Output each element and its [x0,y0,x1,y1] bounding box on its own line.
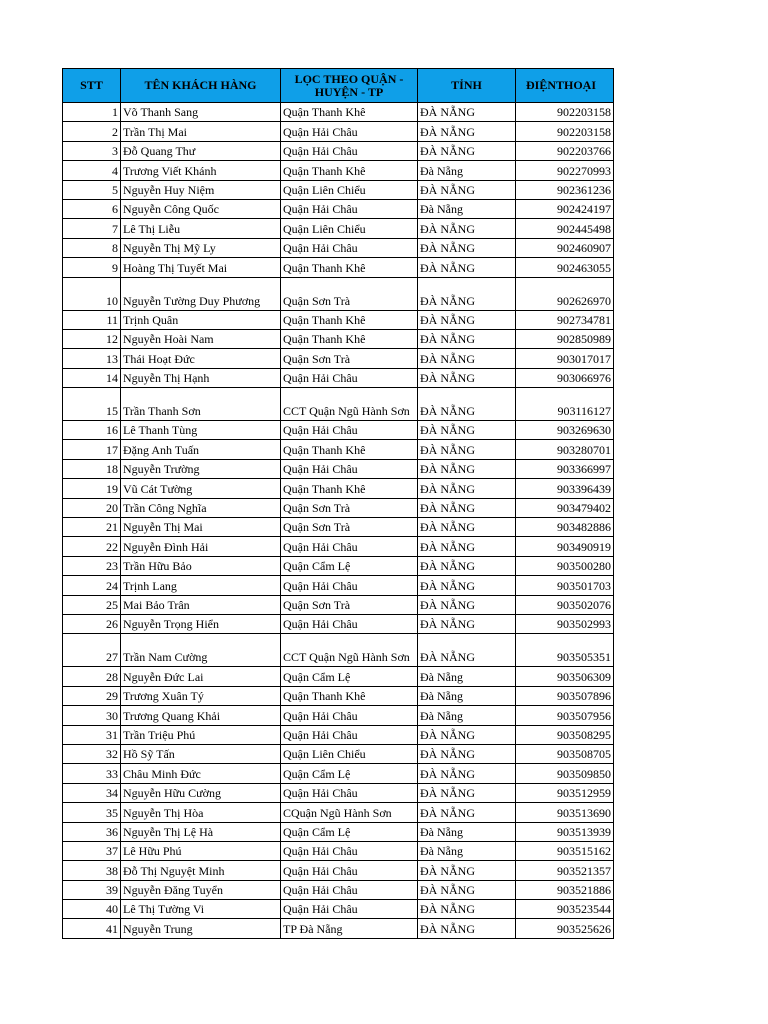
row-stt: 25 [63,595,121,614]
row-stt: 39 [63,880,121,899]
row-stt: 8 [63,238,121,257]
table-row [63,518,614,537]
row-stt: 20 [63,498,121,517]
row-district: Quận Sơn Trà [281,349,418,368]
row-province: ĐÀ NẴNG [418,744,516,763]
table-row [63,459,614,478]
row-phone: 903508705 [516,744,614,763]
row-province: ĐÀ NẴNG [418,880,516,899]
table-row [63,219,614,238]
row-district: Quận Thanh Khê [281,440,418,459]
row-phone: 902445498 [516,219,614,238]
row-phone: 902626970 [516,277,614,310]
table-row [63,841,614,860]
row-customer-name: Nguyễn Huy Niệm [121,180,281,199]
row-district: Quận Hải Châu [281,459,418,478]
row-stt: 9 [63,258,121,277]
row-phone: 903525626 [516,919,614,938]
header-province: TỈNH [418,69,516,103]
row-phone: 903523544 [516,900,614,919]
row-phone: 902460907 [516,238,614,257]
row-stt: 41 [63,919,121,938]
row-stt: 4 [63,161,121,180]
table-body [63,103,614,939]
row-stt: 33 [63,764,121,783]
table-row [63,576,614,595]
row-stt: 32 [63,744,121,763]
row-stt: 12 [63,329,121,348]
row-customer-name: Hoàng Thị Tuyết Mai [121,258,281,277]
row-customer-name: Đỗ Quang Thư [121,141,281,160]
row-stt: 24 [63,576,121,595]
row-province: Đà Nẵng [418,706,516,725]
row-stt: 5 [63,180,121,199]
row-province: ĐÀ NẴNG [418,518,516,537]
row-phone: 903502076 [516,595,614,614]
table-row [63,634,614,667]
row-stt: 37 [63,841,121,860]
row-customer-name: Lê Thị Liễu [121,219,281,238]
row-district: Quận Thanh Khê [281,310,418,329]
row-customer-name: Nguyễn Trường [121,459,281,478]
row-stt: 13 [63,349,121,368]
table-row [63,880,614,899]
table-row [63,258,614,277]
row-customer-name: Trần Công Nghĩa [121,498,281,517]
row-phone: 903513690 [516,803,614,822]
row-phone: 903515162 [516,841,614,860]
row-stt: 29 [63,686,121,705]
table-row [63,238,614,257]
header-stt: STT [63,69,121,103]
row-district: Quận Sơn Trà [281,518,418,537]
row-district: Quận Thanh Khê [281,686,418,705]
row-province: ĐÀ NẴNG [418,349,516,368]
row-stt: 22 [63,537,121,556]
row-phone: 903490919 [516,537,614,556]
row-phone: 903366997 [516,459,614,478]
row-district: Quận Hải Châu [281,122,418,141]
row-phone: 903508295 [516,725,614,744]
row-customer-name: Trần Thị Mai [121,122,281,141]
header-row [63,69,614,103]
table-row [63,421,614,440]
table-row [63,479,614,498]
row-phone: 903017017 [516,349,614,368]
row-customer-name: Trịnh Quân [121,310,281,329]
row-province: Đà Nẵng [418,161,516,180]
row-district: Quận Cẩm Lệ [281,822,418,841]
table-row [63,141,614,160]
row-province: ĐÀ NẴNG [418,783,516,802]
row-phone: 903280701 [516,440,614,459]
row-province: ĐÀ NẴNG [418,459,516,478]
row-stt: 27 [63,634,121,667]
row-customer-name: Hồ Sỹ Tấn [121,744,281,763]
row-district: Quận Hải Châu [281,421,418,440]
row-district: Quận Cẩm Lệ [281,667,418,686]
row-district: CQuận Ngũ Hành Sơn [281,803,418,822]
row-phone: 903502993 [516,614,614,633]
row-district: Quận Thanh Khê [281,103,418,122]
row-province: ĐÀ NẴNG [418,219,516,238]
row-province: ĐÀ NẴNG [418,310,516,329]
table-row [63,861,614,880]
row-district: Quận Hải Châu [281,141,418,160]
row-stt: 30 [63,706,121,725]
row-province: ĐÀ NẴNG [418,576,516,595]
row-stt: 11 [63,310,121,329]
row-phone: 902734781 [516,310,614,329]
row-district: Quận Hải Châu [281,576,418,595]
row-stt: 28 [63,667,121,686]
table-row [63,706,614,725]
row-customer-name: Nguyễn Đức Lai [121,667,281,686]
row-district: Quận Sơn Trà [281,595,418,614]
row-phone: 903521886 [516,880,614,899]
row-district: Quận Hải Châu [281,725,418,744]
table-row [63,764,614,783]
row-customer-name: Trương Xuân Tý [121,686,281,705]
row-province: ĐÀ NẴNG [418,498,516,517]
row-district: Quận Hải Châu [281,199,418,218]
row-customer-name: Trần Triệu Phú [121,725,281,744]
table-row [63,919,614,938]
row-customer-name: Trương Viết Khánh [121,161,281,180]
row-customer-name: Trần Hữu Bảo [121,556,281,575]
row-province: ĐÀ NẴNG [418,329,516,348]
row-customer-name: Trần Thanh Sơn [121,388,281,421]
row-stt: 3 [63,141,121,160]
table-row [63,180,614,199]
table-row [63,277,614,310]
row-province: ĐÀ NẴNG [418,277,516,310]
row-customer-name: Mai Bảo Trân [121,595,281,614]
row-phone: 903479402 [516,498,614,517]
row-customer-name: Nguyễn Thị Hạnh [121,368,281,387]
header-customer-name: TÊN KHÁCH HÀNG [121,69,281,103]
row-customer-name: Lê Thị Tường Vi [121,900,281,919]
table-row [63,329,614,348]
row-phone: 902203158 [516,103,614,122]
row-customer-name: Nguyễn Tường Duy Phương [121,277,281,310]
row-customer-name: Nguyễn Trọng Hiển [121,614,281,633]
row-stt: 35 [63,803,121,822]
row-district: Quận Liên Chiểu [281,744,418,763]
customer-table [62,68,614,939]
table-header [63,69,614,103]
row-stt: 17 [63,440,121,459]
table-row [63,803,614,822]
row-district: Quận Hải Châu [281,238,418,257]
row-stt: 18 [63,459,121,478]
row-province: Đà Nẵng [418,199,516,218]
table-row [63,199,614,218]
row-stt: 23 [63,556,121,575]
row-stt: 38 [63,861,121,880]
row-province: ĐÀ NẴNG [418,180,516,199]
row-province: ĐÀ NẴNG [418,725,516,744]
row-customer-name: Nguyễn Hữu Cường [121,783,281,802]
table-row [63,498,614,517]
row-phone: 903521357 [516,861,614,880]
row-phone: 902203766 [516,141,614,160]
row-customer-name: Võ Thanh Sang [121,103,281,122]
row-phone: 903116127 [516,388,614,421]
table-row [63,744,614,763]
row-province: ĐÀ NẴNG [418,479,516,498]
row-phone: 903509850 [516,764,614,783]
row-phone: 902270993 [516,161,614,180]
row-customer-name: Trần Nam Cường [121,634,281,667]
table-row [63,595,614,614]
row-district: Quận Sơn Trà [281,498,418,517]
row-province: ĐÀ NẴNG [418,764,516,783]
row-customer-name: Trương Quang Khải [121,706,281,725]
row-district: Quận Hải Châu [281,537,418,556]
row-province: ĐÀ NẴNG [418,122,516,141]
table-row [63,556,614,575]
table-row [63,122,614,141]
row-district: Quận Hải Châu [281,614,418,633]
row-district: Quận Hải Châu [281,783,418,802]
row-province: ĐÀ NẴNG [418,421,516,440]
row-province: ĐÀ NẴNG [418,803,516,822]
row-customer-name: Nguyễn Thị Hòa [121,803,281,822]
row-district: Quận Hải Châu [281,368,418,387]
row-district: Quận Cẩm Lệ [281,764,418,783]
row-province: ĐÀ NẴNG [418,861,516,880]
row-stt: 2 [63,122,121,141]
table-row [63,537,614,556]
row-phone: 902424197 [516,199,614,218]
row-stt: 34 [63,783,121,802]
row-phone: 903396439 [516,479,614,498]
row-phone: 903066976 [516,368,614,387]
row-phone: 902463055 [516,258,614,277]
row-province: ĐÀ NẴNG [418,368,516,387]
row-district: Quận Liên Chiểu [281,219,418,238]
table-row [63,103,614,122]
table-row [63,368,614,387]
row-stt: 6 [63,199,121,218]
row-phone: 903500280 [516,556,614,575]
row-phone: 903507956 [516,706,614,725]
row-province: ĐÀ NẴNG [418,556,516,575]
row-stt: 31 [63,725,121,744]
row-stt: 19 [63,479,121,498]
row-customer-name: Trịnh Lang [121,576,281,595]
row-district: Quận Thanh Khê [281,161,418,180]
table-row [63,440,614,459]
row-province: ĐÀ NẴNG [418,238,516,257]
table-row [63,725,614,744]
row-district: Quận Thanh Khê [281,258,418,277]
row-customer-name: Đỗ Thị Nguyệt Minh [121,861,281,880]
row-stt: 26 [63,614,121,633]
row-province: ĐÀ NẴNG [418,919,516,938]
row-phone: 903512959 [516,783,614,802]
table-row [63,310,614,329]
table-row [63,783,614,802]
row-stt: 21 [63,518,121,537]
row-phone: 903507896 [516,686,614,705]
row-phone: 903505351 [516,634,614,667]
row-phone: 902203158 [516,122,614,141]
row-customer-name: Nguyễn Đình Hải [121,537,281,556]
row-district: Quận Hải Châu [281,900,418,919]
row-province: ĐÀ NẴNG [418,634,516,667]
row-phone: 903269630 [516,421,614,440]
row-province: ĐÀ NẴNG [418,900,516,919]
table-row [63,161,614,180]
row-district: Quận Hải Châu [281,706,418,725]
row-province: ĐÀ NẴNG [418,614,516,633]
row-stt: 16 [63,421,121,440]
row-stt: 40 [63,900,121,919]
row-province: ĐÀ NẴNG [418,537,516,556]
row-province: ĐÀ NẴNG [418,595,516,614]
row-province: ĐÀ NẴNG [418,388,516,421]
row-district: Quận Thanh Khê [281,479,418,498]
row-district: CCT Quận Ngũ Hành Sơn [281,634,418,667]
row-phone: 903501703 [516,576,614,595]
row-district: Quận Hải Châu [281,880,418,899]
table-row [63,667,614,686]
row-customer-name: Thái Hoạt Đức [121,349,281,368]
table-row [63,822,614,841]
row-stt: 36 [63,822,121,841]
row-district: Quận Hải Châu [281,861,418,880]
row-customer-name: Lê Hữu Phú [121,841,281,860]
row-stt: 1 [63,103,121,122]
row-stt: 10 [63,277,121,310]
row-district: Quận Liên Chiểu [281,180,418,199]
row-stt: 14 [63,368,121,387]
row-customer-name: Nguyễn Đăng Tuyển [121,880,281,899]
row-stt: 7 [63,219,121,238]
row-customer-name: Châu Minh Đức [121,764,281,783]
row-customer-name: Đặng Anh Tuấn [121,440,281,459]
row-district: CCT Quận Ngũ Hành Sơn [281,388,418,421]
row-province: ĐÀ NẴNG [418,141,516,160]
table-row [63,900,614,919]
row-district: Quận Cẩm Lệ [281,556,418,575]
row-customer-name: Nguyễn Thị Mỹ Ly [121,238,281,257]
row-province: Đà Nẵng [418,841,516,860]
row-province: Đà Nẵng [418,686,516,705]
row-phone: 902361236 [516,180,614,199]
row-phone: 903513939 [516,822,614,841]
row-customer-name: Lê Thanh Tùng [121,421,281,440]
row-customer-name: Vũ Cát Tường [121,479,281,498]
row-province: ĐÀ NẴNG [418,258,516,277]
row-customer-name: Nguyễn Trung [121,919,281,938]
header-district: LỌC THEO QUẬN - HUYỆN - TP [281,69,418,103]
row-province: Đà Nẵng [418,822,516,841]
table-row [63,686,614,705]
row-phone: 903482886 [516,518,614,537]
row-stt: 15 [63,388,121,421]
row-customer-name: Nguyễn Hoài Nam [121,329,281,348]
row-district: Quận Thanh Khê [281,329,418,348]
row-district: Quận Hải Châu [281,841,418,860]
table-row [63,388,614,421]
row-customer-name: Nguyễn Thị Mai [121,518,281,537]
header-phone: ĐIỆNTHOẠI [516,69,614,103]
row-phone: 902850989 [516,329,614,348]
row-district: Quận Sơn Trà [281,277,418,310]
row-district: TP Đà Nẵng [281,919,418,938]
row-province: ĐÀ NẴNG [418,103,516,122]
table-row [63,614,614,633]
row-province: ĐÀ NẴNG [418,440,516,459]
row-province: Đà Nẵng [418,667,516,686]
row-customer-name: Nguyễn Thị Lệ Hà [121,822,281,841]
table-row [63,349,614,368]
row-customer-name: Nguyễn Công Quốc [121,199,281,218]
row-phone: 903506309 [516,667,614,686]
